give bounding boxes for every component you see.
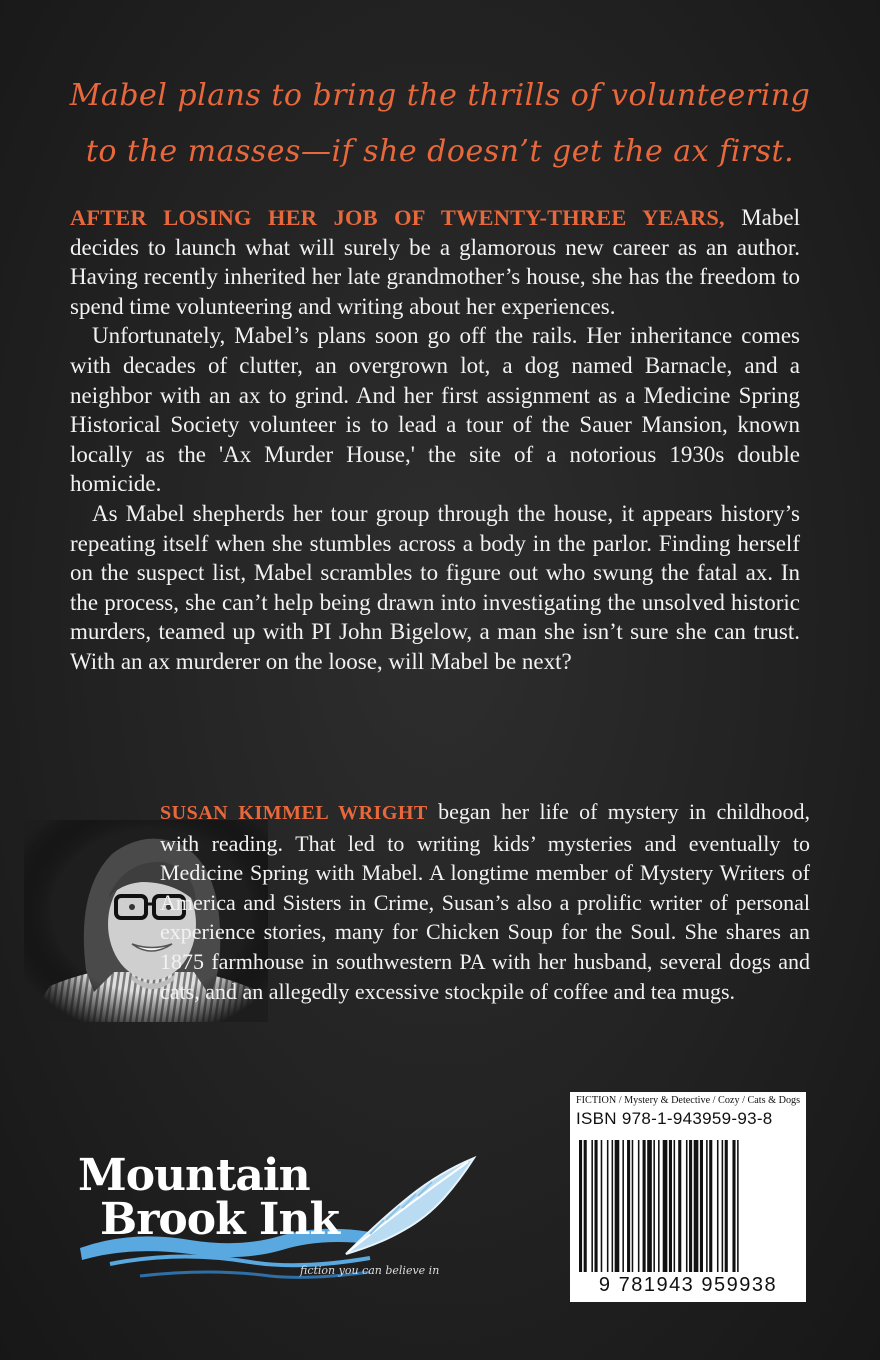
author-bio-text: began her life of mystery in childhood, with reading. That led to writing kids’ mysteries and eventually to Medicine Spring with Mabel. A longtime member of Mystery Writers of America and Sisters in Crime, Susan’s also a prolific writer of personal experience stories, many for Chicken Soup for the Soul. She shares an 1875 farmhouse in southwestern PA with her husband, several dogs and cats, and an allegedly excessive stockpile of coffee and tea mugs. bbox=[160, 799, 810, 1004]
blurb-paragraph-1 bbox=[70, 203, 800, 321]
blurb-paragraph-2: Unfortunately, Mabel’s plans soon go off the rails. Her inheritance comes with decades of clutter, an overgrown lot, a dog named Barnacle, and a neighbor with an ax to grind. And her first assignment as a Medicine Spring Historical Society volunteer is to lead a tour of the Sauer Mansion, known locally as the 'Ax Murder House,' the site of a notorious 1930s double homicide. bbox=[70, 323, 800, 497]
publisher-name-line-2: Brook Ink bbox=[100, 1194, 339, 1245]
tagline bbox=[40, 68, 840, 180]
quill-feather-icon bbox=[340, 1150, 480, 1260]
barcode-digits: 9 781943 959938 bbox=[598, 1274, 778, 1296]
book-blurb bbox=[70, 203, 800, 677]
publisher-name-line-1: Mountain bbox=[78, 1150, 310, 1201]
barcode-box bbox=[570, 1092, 806, 1302]
tagline-line-1: Mabel plans to bring the thrills of volunteering bbox=[69, 78, 811, 113]
author-name: SUSAN KIMMEL WRIGHT bbox=[160, 802, 428, 824]
blurb-paragraph-1-text: Mabel decides to launch what will surely be a glamorous new career as an author. Having recently inherited her late grandmother’s house, she has the freedom to spend time volunteering and writing about her experiences. bbox=[70, 205, 800, 319]
author-bio bbox=[160, 797, 810, 1006]
blurb-paragraph-3: As Mabel shepherds her tour group through the house, it appears history’s repeating itself when she stumbles across a body in the parlor. Finding herself on the suspect list, Mabel scrambles to figure out who swung the fatal ax. In the process, she can’t help being drawn into investigating the unsolved historic murders, teamed up with PI John Bigelow, a man she isn’t sure she can trust. With an ax murderer on the loose, will Mabel be next? bbox=[70, 500, 800, 674]
tagline-line-2: to the masses—if she doesn’t get the ax first. bbox=[85, 134, 795, 169]
barcode-icon bbox=[577, 1140, 799, 1272]
publisher-tagline: fiction you can believe in bbox=[300, 1264, 440, 1277]
isbn-label: ISBN 978-1-943959-93-8 bbox=[576, 1109, 773, 1128]
publisher-logo bbox=[70, 1140, 490, 1290]
bisac-category: FICTION / Mystery & Detective / Cozy / Cats & Dogs bbox=[576, 1095, 801, 1106]
blurb-lead-in: AFTER LOSING HER JOB OF TWENTY-THREE YEARS, bbox=[70, 205, 725, 230]
